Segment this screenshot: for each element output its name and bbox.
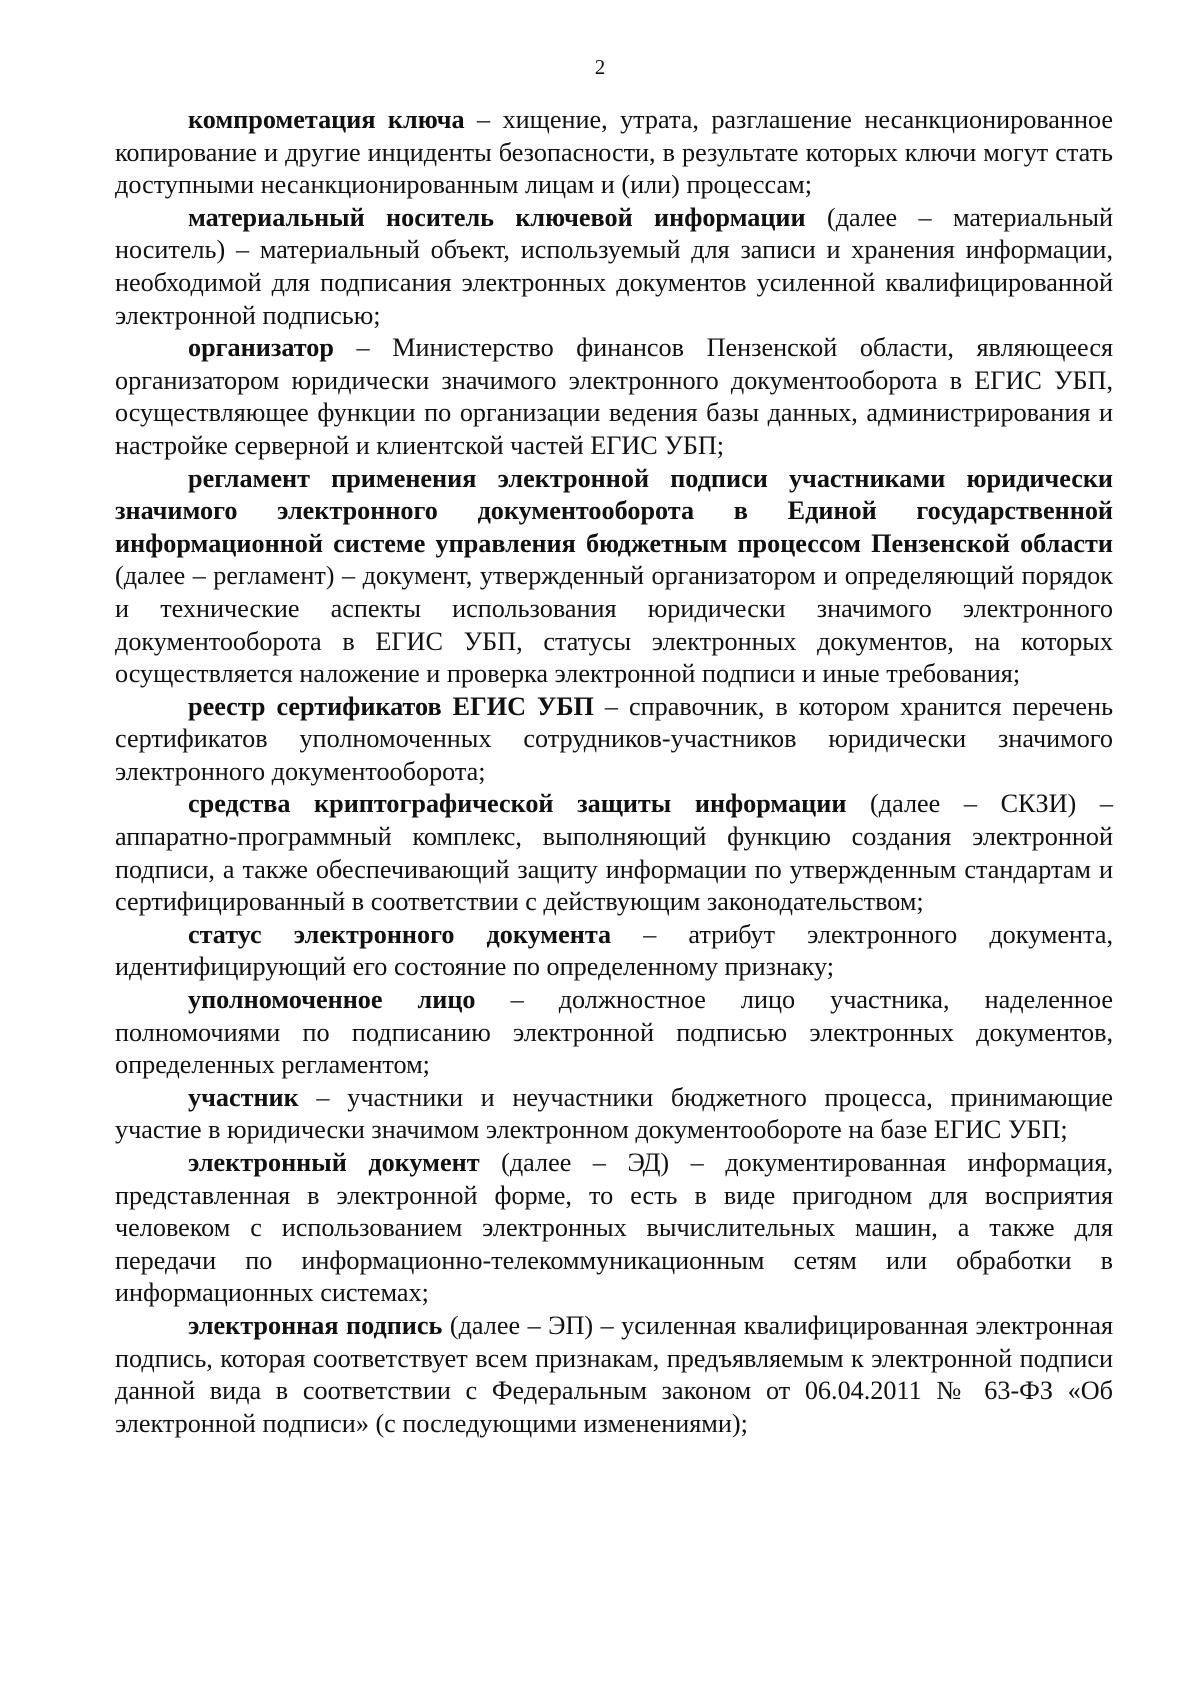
definition-term: организатор [188, 333, 334, 363]
definition-paragraph [115, 1310, 1113, 1440]
page-number: 2 [594, 55, 606, 79]
definition-term: материальный носитель ключевой информации [188, 202, 806, 232]
definition-term: средства криптографической защиты информации [188, 789, 847, 819]
definition-term: участник [188, 1082, 299, 1112]
definition-paragraph [115, 202, 1113, 332]
definition-term: статус электронного документа [188, 919, 612, 949]
definition-paragraph [115, 919, 1113, 984]
definition-term: регламент применения электронной подписи участниками юридически значимого электронного документооборота в Единой государственной информационной системе управления бюджетным процессом Пензенской области [115, 463, 1113, 558]
definition-paragraph [115, 1082, 1113, 1147]
definition-text: – хищение, утрата, разглашение несанкционированное копирование и другие инциденты безопасности, в результате которых ключи могут стать доступными несанкционированным лицам и (или) процессам; [115, 105, 1113, 200]
definition-paragraph [115, 1147, 1113, 1310]
definition-paragraph [115, 691, 1113, 789]
definition-paragraph [115, 984, 1113, 1082]
definition-text: – атрибут электронного документа, идентифицирующий его состояние по определенному признаку; [115, 919, 1113, 982]
definition-term: электронный документ [188, 1148, 480, 1177]
definition-term: реестр сертификатов ЕГИС УБП [188, 691, 594, 721]
definition-text: (далее – материальный носитель) – материальный объект, используемый для записи и хранения информации, необходимой для подписания электронных документов усиленной квалифицированной электронной подписью; [115, 202, 1113, 330]
definition-text: – должностное лицо участника, наделенное полномочиями по подписанию электронной подписью электронных документов, определенных регламентом; [115, 985, 1113, 1080]
definition-text: – участники и неучастники бюджетного процесса, принимающие участие в юридически значимом электронном документообороте на базе ЕГИС УБП; [115, 1082, 1113, 1145]
definitions-list [115, 104, 1113, 1440]
definition-term: электронная подпись [188, 1310, 443, 1340]
definition-paragraph [115, 104, 1113, 202]
definition-text: – Министерство финансов Пензенской области, являющееся организатором юридически значимого электронного документооборота в ЕГИС УБП, осуществляющее функции по организации ведения базы данных, администрирования и настройке серверной и клиентской частей ЕГИС УБП; [115, 333, 1113, 460]
definition-term: уполномоченное лицо [188, 985, 476, 1015]
definition-term: компрометация ключа [188, 105, 465, 134]
definition-text: (далее – ЭП) – усиленная квалифицированная электронная подпись, которая соответствует всем признакам, предъявляемым к электронной подписи данной вида в соответствии с Федеральным законом от 06.04.2011 № 63-ФЗ «Об электронной подписи» (с последующими изменениями); [115, 1310, 1113, 1438]
definition-text: (далее – ЭД) – документированная информация, представленная в электронной форме, то есть в виде пригодном для восприятия человеком с использованием электронных вычислительных машин, а также для передачи по информационно-телекоммуникационным сетям или обработки в информационных системах; [115, 1148, 1113, 1308]
definition-paragraph [115, 788, 1113, 918]
definition-text: (далее – СКЗИ) – аппаратно-программный комплекс, выполняющий функцию создания электронной подписи, а также обеспечивающий защиту информации по утвержденным стандартам и сертифицированный в соответствии с действующим законодательством; [115, 789, 1113, 917]
definition-text: (далее – регламент) – документ, утвержденный организатором и определяющий порядок и технические аспекты использования юридически значимого электронного документооборота в ЕГИС УБП, статусы электронных документов, на которых осуществляется наложение и проверка электронной подписи и иные требования; [115, 561, 1113, 689]
definition-paragraph [115, 463, 1113, 691]
definition-text: – справочник, в котором хранится перечень сертификатов уполномоченных сотрудников-участников юридически значимого электронного документооборота; [115, 691, 1114, 786]
definition-paragraph [115, 332, 1113, 462]
